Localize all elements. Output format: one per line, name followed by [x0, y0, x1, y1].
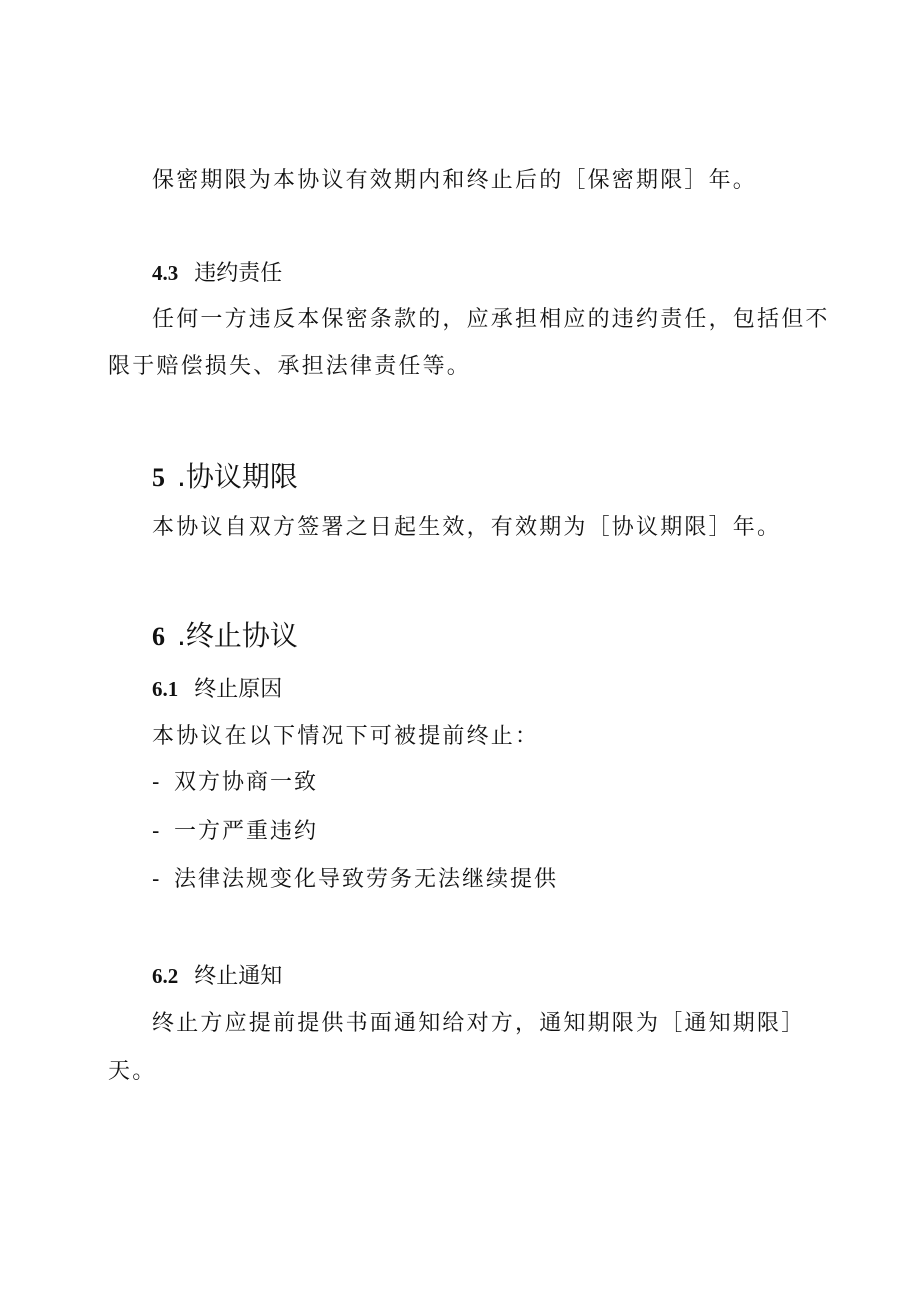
section-title: .终止协议 [177, 619, 298, 652]
list-dash: - [152, 819, 162, 844]
termination-reasons-intro: 本协议在以下情况下可被提前终止： [152, 724, 540, 749]
section-title: .协议期限 [177, 460, 298, 493]
section-number: 5 [152, 463, 165, 492]
section-title: 终止通知 [194, 964, 283, 989]
section-title: 违约责任 [194, 261, 283, 286]
section-6-heading [152, 618, 298, 655]
list-item-text: 双方协商一致 [174, 770, 319, 795]
section-5-heading [152, 459, 298, 496]
section-6-1-heading [152, 674, 282, 705]
list-dash: - [152, 867, 162, 892]
breach-liability-paragraph-line1: 任何一方违反本保密条款的，应承担相应的违约责任，包括但不 [152, 307, 830, 332]
section-number: 4.3 [152, 261, 179, 285]
list-dash: - [152, 770, 162, 795]
list-item [152, 865, 558, 895]
termination-notice-paragraph-line1: 终止方应提前提供书面通知给对方，通知期限为［通知期限］ [152, 1011, 806, 1036]
section-6-2-heading [152, 961, 282, 992]
section-number: 6 [152, 622, 165, 651]
termination-notice-paragraph-line2: 天。 [108, 1059, 157, 1084]
agreement-term-paragraph: 本协议自双方签署之日起生效，有效期为［协议期限］年。 [152, 515, 782, 540]
confidentiality-term-paragraph: 保密期限为本协议有效期内和终止后的［保密期限］年。 [152, 168, 758, 193]
list-item-text: 一方严重违约 [174, 819, 319, 844]
section-4-3-heading [152, 258, 282, 289]
breach-liability-paragraph-line2: 限于赔偿损失、承担法律责任等。 [108, 354, 472, 379]
section-number: 6.2 [152, 964, 179, 988]
section-title: 终止原因 [194, 677, 283, 702]
list-item [152, 817, 318, 847]
list-item [152, 768, 318, 798]
list-item-text: 法律法规变化导致劳务无法继续提供 [174, 867, 559, 892]
section-number: 6.1 [152, 677, 179, 701]
